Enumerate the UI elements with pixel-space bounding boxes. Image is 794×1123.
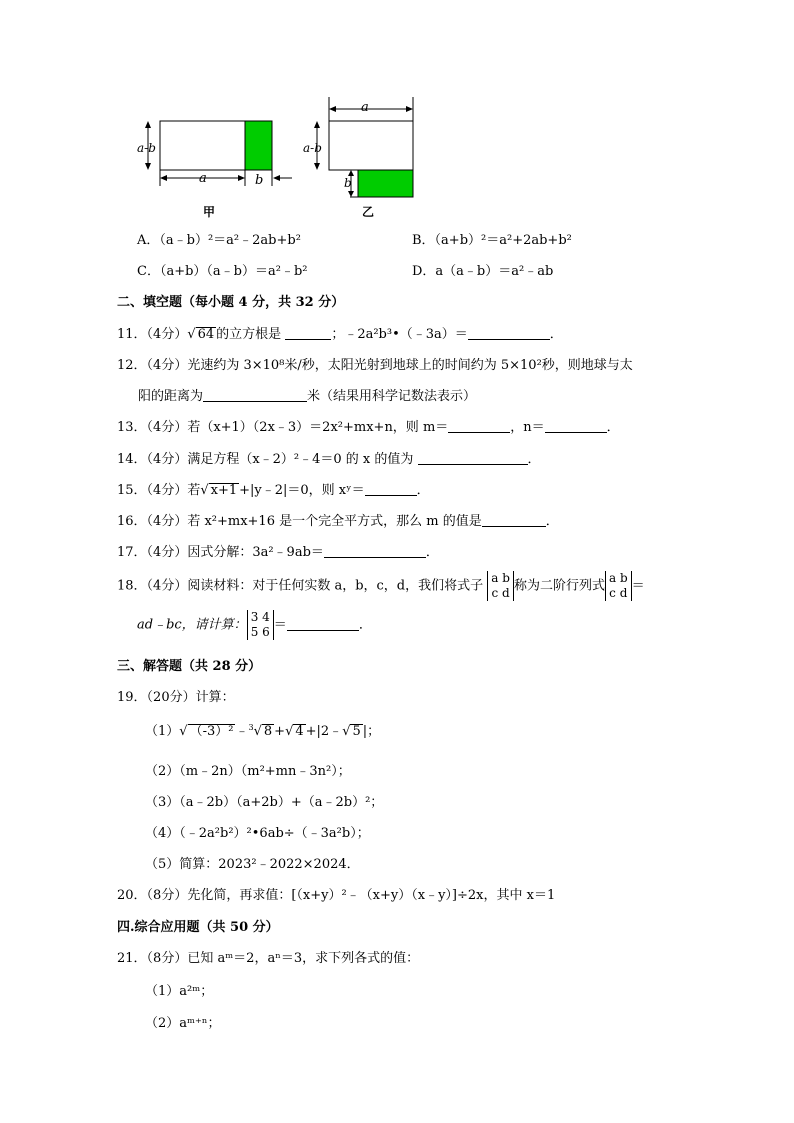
q11-text1: 的立方根是	[216, 327, 282, 342]
q15-a: 15．（4分）若	[117, 483, 201, 498]
fig-left-side-label: a-b	[137, 141, 156, 155]
question-12-line1: 12．（4分）光速约为 3×10⁸米/秒，太阳光射到地球上的时间约为 5×10²秒，则地球与太	[117, 358, 633, 373]
question-18-line2	[137, 610, 372, 640]
question-12-line2	[138, 385, 476, 404]
fig-right-caption: 乙	[362, 205, 375, 219]
sqrt-icon: √	[187, 327, 196, 342]
q18-det-letters-2: a b c d	[605, 571, 632, 601]
fig-left-caption: 甲	[203, 205, 216, 219]
q18-line2a: ad﹣bc，请计算：	[137, 617, 247, 633]
sqrt-icon: √	[285, 724, 294, 739]
question-19-part2: （2）（m﹣2n）（m²+mn﹣3n²）；	[145, 764, 351, 779]
q18-c: ＝	[631, 578, 645, 594]
q18-end: ．	[358, 617, 372, 633]
fig-left-bottom-b: b	[255, 173, 264, 188]
section3-heading: 三、解答题（共 28 分）	[117, 659, 262, 674]
question-15	[117, 479, 430, 498]
question-18-line1	[117, 571, 645, 601]
q18-b: 称为二阶行列式	[513, 578, 605, 594]
option-b: B．（a+b）²＝a²+2ab+b²	[412, 233, 572, 248]
q17-end: ．	[425, 545, 439, 560]
shaded-strip-right	[358, 170, 413, 197]
q14-end: ．	[527, 452, 541, 467]
q11-sqrt-arg: 64	[197, 327, 215, 342]
q19-sqrt-5: 5	[352, 724, 361, 739]
question-19-part5: （5）简算：2023²﹣2022×2024．	[145, 857, 360, 872]
fig-right-top-a: a	[361, 100, 369, 115]
q15-sqrt-arg: x+1	[210, 483, 238, 498]
fig-right-small-b: b	[344, 176, 352, 190]
q15-end: ．	[416, 483, 430, 498]
sqrt-icon: √	[179, 724, 188, 739]
q11-blank1[interactable]	[285, 327, 331, 340]
sqrt-icon: √	[200, 483, 209, 498]
q12-line2a: 阳的距离为	[138, 389, 204, 404]
q18-line2b: ＝	[273, 617, 287, 633]
q19-cbrt: 8	[263, 724, 273, 739]
q18-blank[interactable]	[287, 618, 359, 631]
question-19-part1: （1）√ （-3）² ﹣$^3$√ 8 +√ 4 +|2﹣√ 5 |；	[145, 723, 381, 739]
q13-end: ．	[606, 420, 620, 435]
q15-b: +|y﹣2|＝0，则 xʸ＝	[239, 483, 365, 498]
question-19-part3: （3）（a﹣2b）（a+2b）+（a﹣2b）²；	[145, 795, 384, 810]
fig-left-bottom-a: a	[199, 171, 207, 186]
q16-blank[interactable]	[482, 514, 546, 527]
question-21-part1: （1）a²ᵐ；	[145, 984, 214, 999]
q13-a: 13．（4分）若（x+1）（2x﹣3）＝2x²+mx+n，则 m＝	[117, 420, 449, 435]
q19-sqrt-4: 4	[295, 724, 304, 739]
fig-right-side-label: a-b	[303, 141, 322, 155]
q11-text2: ；﹣2a²b³•（﹣3a）＝	[331, 327, 468, 342]
q15-blank[interactable]	[365, 483, 417, 496]
q11-num: 11．（4分）	[117, 327, 188, 342]
q14-text: 14．（4分）满足方程（x﹣2）²﹣4＝0 的 x 的值为	[117, 452, 414, 467]
q13-blank-n[interactable]	[545, 420, 607, 433]
q18-det-letters-1: a b c d	[487, 571, 514, 601]
q18-a: 18．（4分）阅读材料：对于任何实数 a，b，c，d，我们将式子	[117, 578, 484, 594]
q14-blank[interactable]	[418, 452, 528, 465]
figure-jia	[145, 121, 292, 186]
q11-end: ．	[549, 327, 563, 342]
question-21-part2: （2）aᵐ⁺ⁿ；	[145, 1016, 221, 1031]
section4-heading: 四.综合应用题（共 50 分）	[117, 920, 279, 935]
q13-b: ，n＝	[510, 420, 545, 435]
question-19-part4: （4）（﹣2a²b²）²•6ab÷（﹣3a²b）；	[145, 826, 370, 841]
question-21-head: 21．（8分）已知 aᵐ＝2，aⁿ＝3，求下列各式的值：	[117, 951, 420, 966]
question-14	[117, 448, 541, 467]
option-c: C．（a+b）（a﹣b）＝a²﹣b²	[137, 264, 308, 279]
question-19-head: 19．（20分）计算：	[117, 690, 235, 705]
section2-heading: 二、填空题（每小题 4 分，共 32 分）	[117, 295, 345, 310]
question-11	[117, 323, 563, 342]
question-13	[117, 416, 620, 435]
q19-sqrt-1: （-3）²	[189, 724, 234, 739]
q13-blank-m[interactable]	[448, 420, 510, 433]
option-d: D．a（a﹣b）＝a²﹣ab	[412, 264, 554, 279]
q12-blank[interactable]	[203, 389, 307, 402]
q11-blank2[interactable]	[468, 327, 550, 340]
q12-line2b: 米（结果用科学记数法表示）	[307, 389, 477, 404]
question-20: 20．（8分）先化简，再求值：[（x+y）²﹣（x+y）（x﹣y）]÷2x，其中 x＝1	[117, 888, 556, 903]
question-17	[117, 541, 439, 560]
q17-blank[interactable]	[324, 545, 426, 558]
q17-text: 17．（4分）因式分解：3a²﹣9ab＝	[117, 545, 324, 560]
option-a: A．（a﹣b）²＝a²﹣2ab+b²	[137, 233, 301, 248]
cube-root-icon: √	[253, 724, 262, 739]
sqrt-icon: √	[342, 724, 351, 739]
shaded-strip-left	[245, 121, 272, 170]
q18-det-numbers: 3 4 5 6	[247, 610, 274, 640]
question-16	[117, 510, 559, 529]
geometry-figures	[130, 92, 430, 222]
q16-end: ．	[545, 514, 559, 529]
q16-text: 16．（4分）若 x²+mx+16 是一个完全平方式，那么 m 的值是	[117, 514, 482, 529]
